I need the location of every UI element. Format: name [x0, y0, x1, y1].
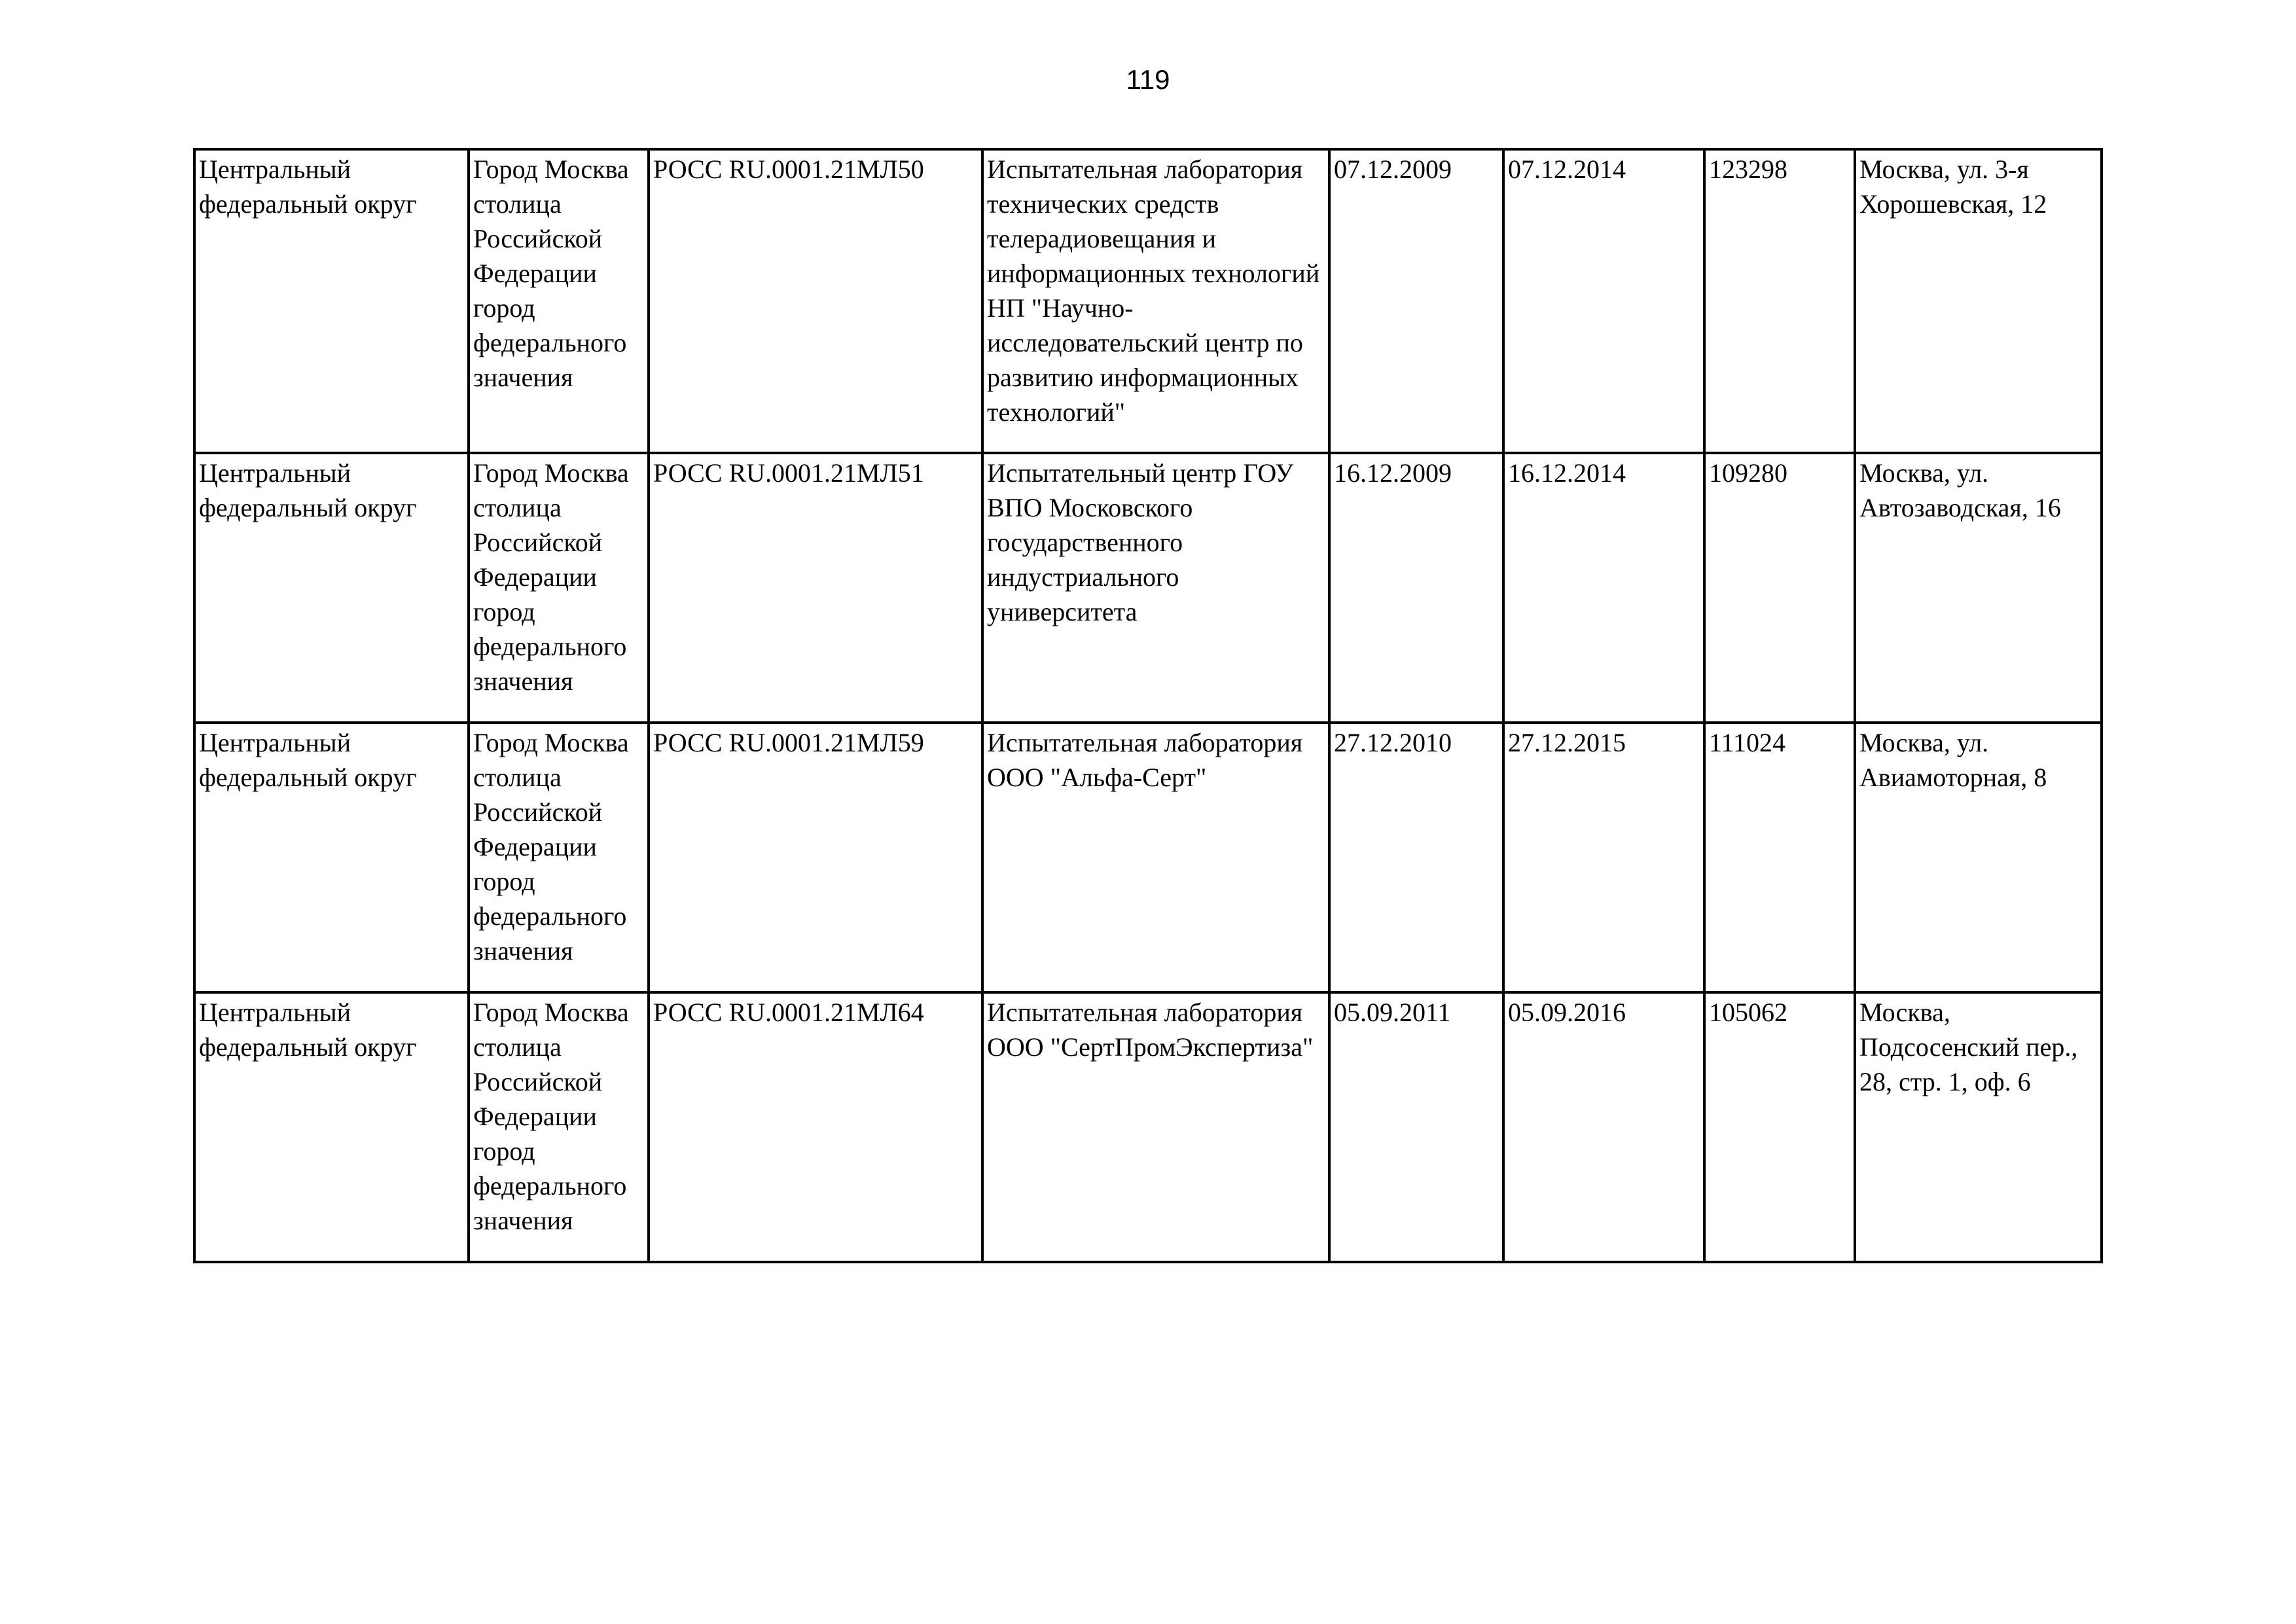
organization-cell: Испытательная лаборатория технических средств телерадиовещания и информационных технологий НП "Научно-исследовательский центр по развитию информационных технологий": [982, 149, 1329, 453]
date-to-cell: 27.12.2015: [1503, 723, 1704, 992]
district-cell: Центральный федеральный округ: [194, 149, 469, 453]
table-row: [194, 723, 2102, 992]
district-cell: Центральный федеральный округ: [194, 453, 469, 723]
accreditation-number-cell: РОСС RU.0001.21МЛ64: [649, 992, 982, 1262]
organization-cell: Испытательная лаборатория ООО "СертПромЭкспертиза": [982, 992, 1329, 1262]
date-to-cell: 16.12.2014: [1503, 453, 1704, 723]
region-cell: Город Москва столица Российской Федерации город федерального значения: [469, 149, 649, 453]
postal-code-cell: 111024: [1704, 723, 1855, 992]
date-from-cell: 05.09.2011: [1329, 992, 1503, 1262]
address-cell: Москва, ул. Авиамоторная, 8: [1855, 723, 2102, 992]
postal-code-cell: 109280: [1704, 453, 1855, 723]
table-row: [194, 149, 2102, 453]
address-cell: Москва, ул. Автозаводская, 16: [1855, 453, 2102, 723]
region-cell: Город Москва столица Российской Федерации город федерального значения: [469, 723, 649, 992]
organization-cell: Испытательный центр ГОУ ВПО Московского государственного индустриального университета: [982, 453, 1329, 723]
date-from-cell: 27.12.2010: [1329, 723, 1503, 992]
accreditation-number-cell: РОСС RU.0001.21МЛ51: [649, 453, 982, 723]
registry-table: [193, 148, 2103, 1263]
date-to-cell: 07.12.2014: [1503, 149, 1704, 453]
address-cell: Москва, Подсосенский пер., 28, стр. 1, оф. 6: [1855, 992, 2102, 1262]
address-cell: Москва, ул. 3-я Хорошевская, 12: [1855, 149, 2102, 453]
organization-cell: Испытательная лаборатория ООО "Альфа-Серт": [982, 723, 1329, 992]
date-from-cell: 16.12.2009: [1329, 453, 1503, 723]
table-row: [194, 992, 2102, 1262]
region-cell: Город Москва столица Российской Федерации город федерального значения: [469, 453, 649, 723]
page-number: 119: [1126, 64, 1170, 95]
date-from-cell: 07.12.2009: [1329, 149, 1503, 453]
district-cell: Центральный федеральный округ: [194, 723, 469, 992]
region-cell: Город Москва столица Российской Федерации город федерального значения: [469, 992, 649, 1262]
postal-code-cell: 105062: [1704, 992, 1855, 1262]
table-row: [194, 453, 2102, 723]
district-cell: Центральный федеральный округ: [194, 992, 469, 1262]
postal-code-cell: 123298: [1704, 149, 1855, 453]
date-to-cell: 05.09.2016: [1503, 992, 1704, 1262]
accreditation-number-cell: РОСС RU.0001.21МЛ50: [649, 149, 982, 453]
accreditation-number-cell: РОСС RU.0001.21МЛ59: [649, 723, 982, 992]
